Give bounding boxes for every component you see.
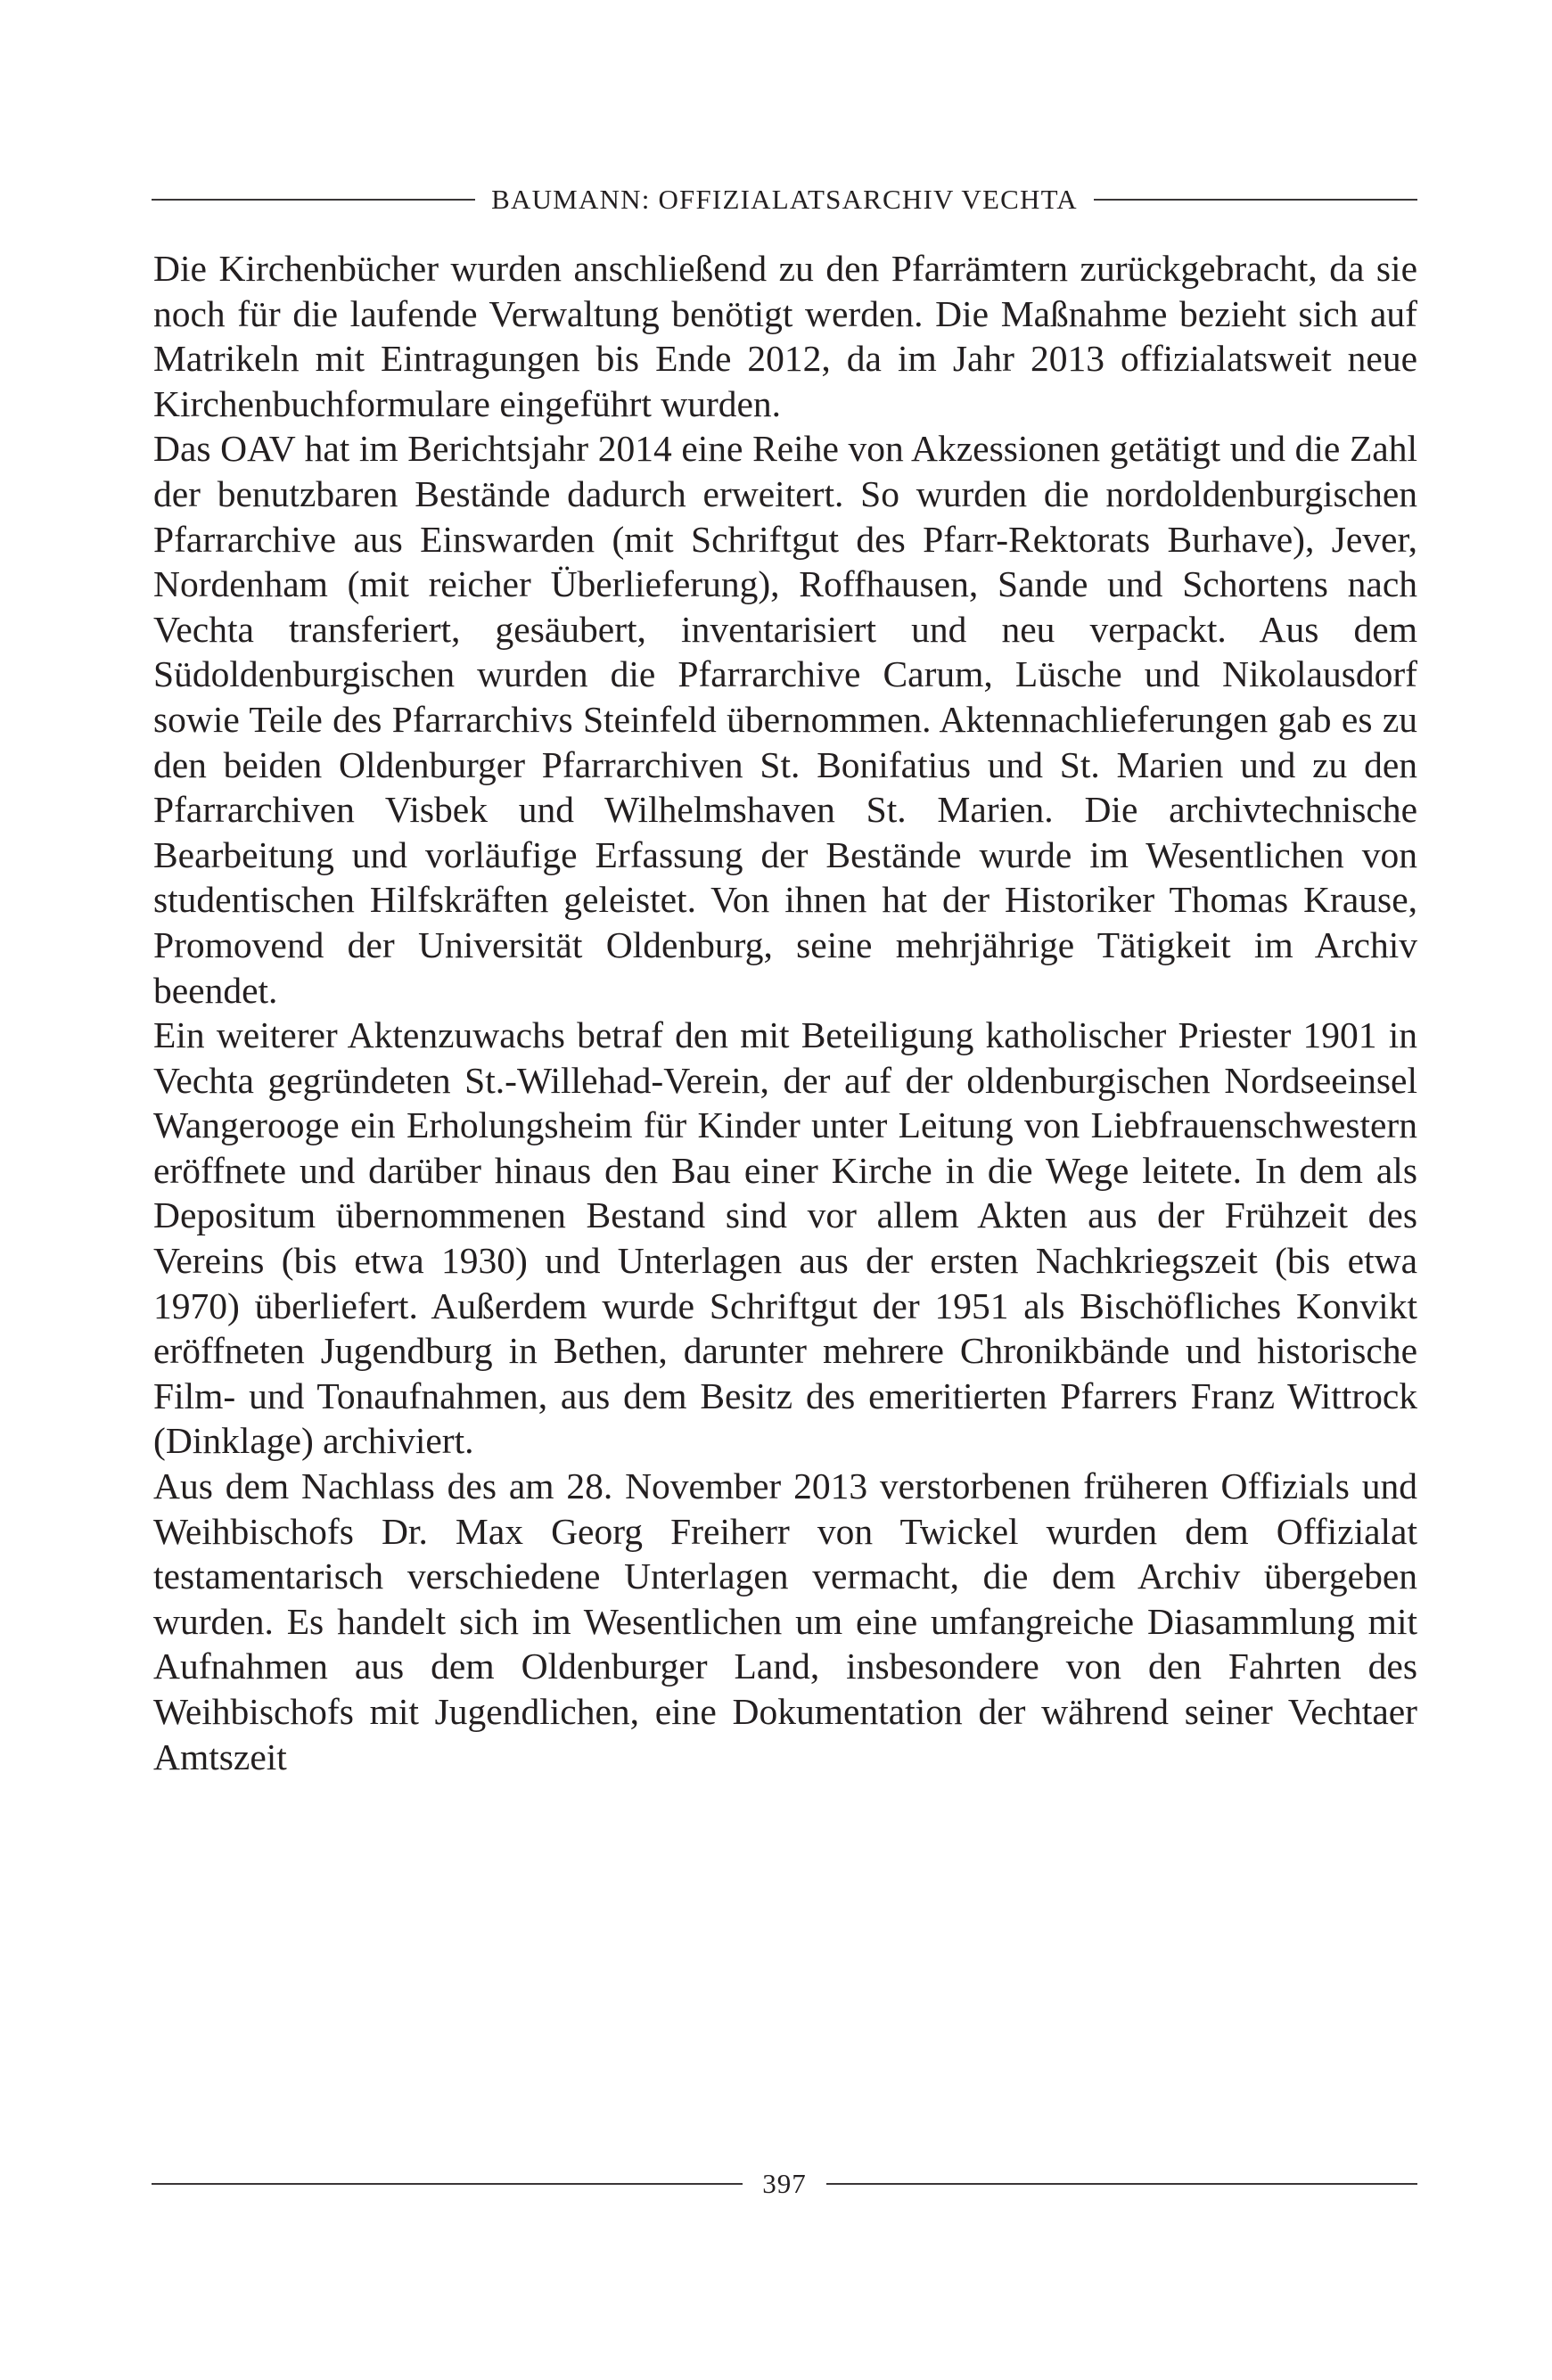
running-head: BAUMANN: OFFIZIALATSARCHIV VECHTA: [491, 184, 1078, 215]
paragraph-3: Ein weiterer Aktenzuwachs betraf den mit Beteiligung katholischer Priester 1901 in Vechta gegründeten St.-Willehad-Verein, der auf der oldenburgischen Nordseeinsel Wangerooge ein Erholungsheim für Kinder unter Leitung von Liebfrauenschwestern eröffnete und darüber hinaus den Bau einer Kirche in die Wege leitete. In dem als Depositum übernommenen Bestand sind vor allem Akten aus der Frühzeit des Vereins (bis etwa 1930) und Unterlagen aus der ersten Nachkriegszeit (bis etwa 1970) überliefert. Außerdem wurde Schriftgut der 1951 als Bischöfliches Konvikt eröffneten Jugendburg in Bethen, darunter mehrere Chronikbände und historische Film- und Tonaufnahmen, aus dem Besitz des emeritierten Pfarrers Franz Wittrock (Dinklage) archiviert.: [153, 1014, 1417, 1462]
header-rule-right: [1094, 199, 1417, 201]
page-number: 397: [762, 2168, 807, 2199]
page-footer: [152, 2159, 1417, 2209]
footer-rule-right: [826, 2183, 1417, 2185]
paragraph-2: Das OAV hat im Berichtsjahr 2014 eine Reihe von Akzessionen getätigt und die Zahl der benutzbaren Bestände dadurch erweitert. So wurden die nordoldenburgischen Pfarrarchive aus Einswarden (mit Schriftgut des Pfarr-Rektorats Burhave), Jever, Nordenham (mit reicher Überlieferung), Roffhausen, Sande und Schortens nach Vechta transferiert, gesäubert, inventarisiert und neu verpackt. Aus dem Südoldenburgischen wurden die Pfarrarchive Carum, Lüsche und Nikolausdorf sowie Teile des Pfarrarchivs Steinfeld übernommen. Aktennachlieferungen gab es zu den beiden Oldenburger Pfarrarchiven St. Bonifatius und St. Marien und zu den Pfarrarchiven Visbek und Wilhelmshaven St. Marien. Die archivtechnische Bearbeitung und vorläufige Erfassung der Bestände wurde im Wesentlichen von studentischen Hilfskräften geleistet. Von ihnen hat der Historiker Thomas Krause, Promovend der Universität Oldenburg, seine mehrjährige Tätigkeit im Archiv beendet.: [153, 428, 1417, 1011]
body-text: [153, 246, 1417, 1779]
footer-rule-left: [152, 2183, 743, 2185]
paragraph-1: Die Kirchenbücher wurden anschließend zu den Pfarrämtern zurückgebracht, da sie noch für die laufende Verwaltung benötigt werden. Die Maßnahme bezieht sich auf Matrikeln mit Eintragungen bis Ende 2012, da im Jahr 2013 offizialatsweit neue Kirchenbuchformulare eingeführt wurden.: [153, 248, 1417, 424]
header-rule-left: [152, 199, 475, 201]
paragraph-4: Aus dem Nachlass des am 28. November 2013 verstorbenen früheren Offizials und Weihbischofs Dr. Max Georg Freiherr von Twickel wurden dem Offizialat testamentarisch verschiedene Unterlagen vermacht, die dem Archiv übergeben wurden. Es handelt sich im Wesentlichen um eine umfangreiche Diasammlung mit Aufnahmen aus dem Oldenburger Land, insbesondere von den Fahrten des Weihbischofs mit Jugendlichen, eine Dokumentation der während seiner Vechtaer Amtszeit: [153, 1465, 1417, 1777]
page-header: [152, 175, 1417, 225]
